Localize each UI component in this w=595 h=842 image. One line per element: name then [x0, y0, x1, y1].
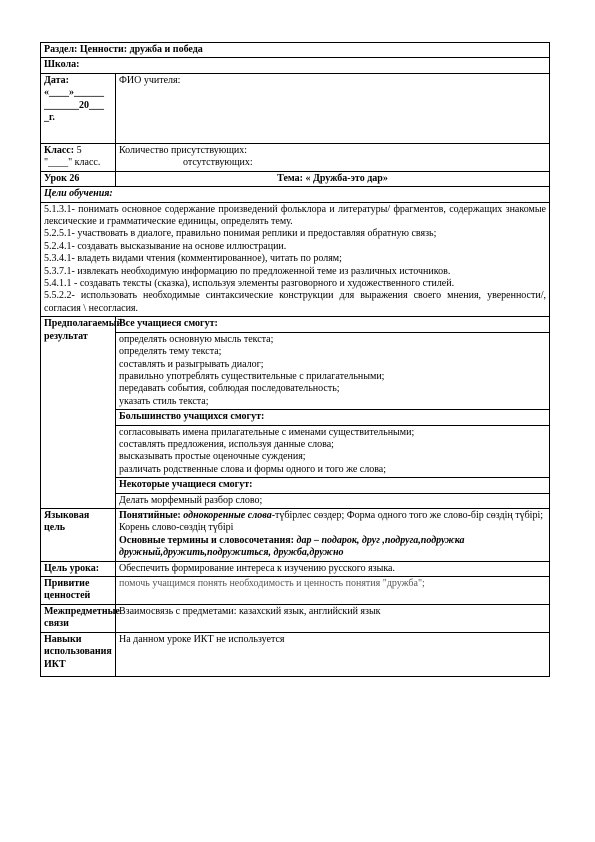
- terms-label: Основные термины и словосочетания:: [119, 534, 294, 546]
- class-cell: [41, 143, 116, 171]
- goals-list: [41, 202, 550, 317]
- most-students-header: Большинство учащихся смогут:: [116, 410, 550, 425]
- lesson-number: Урок 26: [41, 171, 116, 186]
- terms-text: дар – подарок, друг ,подруга,подружка дружный,дружить,подружиться, дружба,дружно: [119, 534, 465, 559]
- date-line-1: «____»______: [44, 87, 104, 99]
- some-students-header: Некоторые учащиеся смогут:: [116, 478, 550, 493]
- some-students-list: [116, 493, 550, 508]
- school-cell: Школа:: [41, 58, 550, 73]
- present-count: Количество присутствующих:: [119, 144, 248, 156]
- most-students-list: [116, 425, 550, 478]
- language-goal-label: Языковая цель: [41, 508, 116, 561]
- interdisciplinary-links-text: Взаимосвязь с предметами: казахский язык, английский язык: [116, 605, 550, 633]
- result-item: указать стиль текста;: [119, 395, 209, 407]
- absent-count: отсутствующих:: [183, 157, 253, 169]
- section-cell: Раздел: Ценности: дружба и победа: [41, 43, 550, 58]
- result-item: правильно употреблять существительные с прилагательными;: [119, 370, 385, 382]
- ict-skills-text: На данном уроке ИКТ не используется: [116, 633, 550, 677]
- ict-skills-label: Навыки использования ИКТ: [41, 633, 116, 677]
- goal-item: 5.4.1.1 - создавать тексты (сказка), используя элементы разговорного и художественного стилей.: [44, 278, 455, 290]
- concepts-label: Понятийные:: [119, 509, 181, 521]
- class-number: 5: [74, 144, 82, 156]
- result-item: определять основную мысль текста;: [119, 333, 274, 345]
- class-label: Класс:: [44, 144, 75, 156]
- goal-item: 5.2.5.1- участвовать в диалоге, правильно понимая реплики и предоставляя обратную связь;: [44, 228, 437, 240]
- date-line-3: _г.: [44, 112, 55, 124]
- date-cell: [41, 73, 116, 143]
- language-goal-cell: [116, 508, 550, 561]
- date-line-2: _______20___: [44, 99, 104, 111]
- all-students-list: [116, 332, 550, 409]
- lesson-topic: Тема: « Дружба-это дар»: [116, 171, 550, 186]
- values-text: помочь учащимся понять необходимость и ценность понятия "дружба";: [116, 577, 550, 605]
- goal-item: 5.1.3.1- понимать основное содержание произведений фольклора и литературы/ фрагментов, содержащих знакомые лексические и грамматические единицы, определять тему.: [44, 203, 546, 228]
- expected-result-label: Предполагаемый результат: [41, 317, 116, 509]
- result-item: составлять предложения, используя данные слова;: [119, 438, 334, 450]
- class-line: "____" класс.: [44, 157, 101, 169]
- result-item: составлять и разыгрывать диалог;: [119, 358, 264, 370]
- teacher-cell: ФИО учителя:: [116, 73, 550, 143]
- lesson-plan-table: [40, 42, 550, 677]
- lesson-goal-label: Цель урока:: [41, 561, 116, 576]
- goals-header: Цели обучения:: [41, 187, 550, 202]
- goal-item: 5.2.4.1- создавать высказывание на основе иллюстрации.: [44, 240, 287, 252]
- concepts-term: однокоренные слова: [183, 509, 272, 521]
- goal-item: 5.3.4.1- владеть видами чтения (комментированное), читать по ролям;: [44, 253, 342, 265]
- result-item: передавать события, соблюдая последовательность;: [119, 383, 340, 395]
- interdisciplinary-links-label: Межпредметные связи: [41, 605, 116, 633]
- result-item: определять тему текста;: [119, 346, 222, 358]
- result-item: различать родственные слова и формы одного и того же слова;: [119, 463, 387, 475]
- concepts-text: -түбірлес сөздер; Форма одного того же слово-бір сөздің түбірі; Корень слово-сөздің түбірі: [119, 509, 544, 534]
- date-label: Дата:: [44, 74, 69, 86]
- goal-item: 5.3.7.1- извлекать необходимую информацию по предложенной теме из различных источников.: [44, 265, 451, 277]
- lesson-goal-text: Обеспечить формирование интереса к изучению русского языка.: [116, 561, 550, 576]
- all-students-header: Все учащиеся смогут:: [116, 317, 550, 332]
- attendance-cell: [116, 143, 550, 171]
- result-item: Делать морфемный разбор слово;: [119, 494, 263, 506]
- result-item: согласовывать имена прилагательные с именами существительными;: [119, 426, 415, 438]
- goal-item: 5.5.2.2- использовать необходимые синтаксические конструкции для выражения своего мнения, уверенности/, согласия \ несогласия.: [44, 290, 546, 314]
- result-item: высказывать простые оценочные суждения;: [119, 451, 306, 463]
- values-label: Привитие ценностей: [41, 577, 116, 605]
